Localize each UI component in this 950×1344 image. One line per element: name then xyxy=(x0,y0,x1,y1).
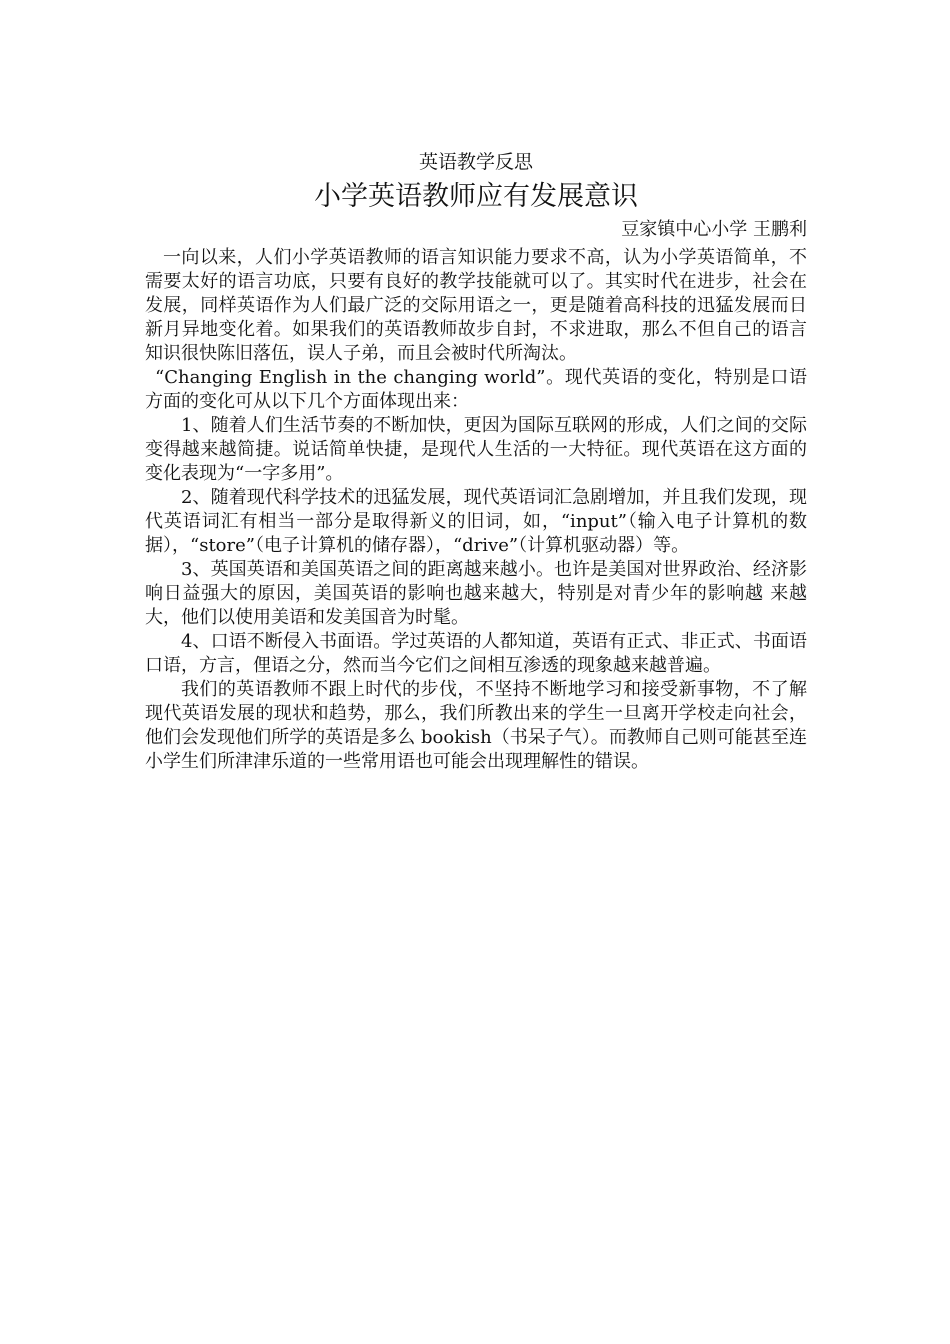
paragraph-point-2: 2、随着现代科学技术的迅猛发展，现代英语词汇急剧增加，并且我们发现，现代英语词汇有相当一部分是取得新义的旧词，如，“input”（输入电子计算机的数据），“store”（电子计算机的储存器），“drive”（计算机驱动器）等。 xyxy=(145,487,807,556)
paragraph-changing-english: “Changing English in the changing world”。现代英语的变化，特别是口语方面的变化可从以下几个方面体现出来： xyxy=(145,367,807,412)
author-line: 豆家镇中心小学 王鹏利 xyxy=(621,219,807,240)
document-title: 小学英语教师应有发展意识 xyxy=(314,181,638,212)
paragraph-conclusion: 我们的英语教师不跟上时代的步伐，不坚持不断地学习和接受新事物，不了解现代英语发展的现状和趋势，那么，我们所教出来的学生一旦离开学校走向社会，他们会发现他们所学的英语是多么 bookish（书呆子气）。而教师自己则可能甚至连小学生们所津津乐道的一些常用语也可能会出现理解性的错误。 xyxy=(145,679,807,772)
paragraph-point-3: 3、英国英语和美国英语之间的距离越来越小。也许是美国对世界政治、经济影响日益强大的原因，美国英语的影响也越来越大，特别是对青少年的影响越 来越大，他们以使用美语和发美国音为时髦。 xyxy=(145,559,807,628)
paragraph-intro: 一向以来，人们小学英语教师的语言知识能力要求不高，认为小学英语简单，不需要太好的语言功底，只要有良好的教学技能就可以了。其实时代在进步，社会在发展，同样英语作为人们最广泛的交际用语之一，更是随着高科技的迅猛发展而日新月异地变化着。如果我们的英语教师故步自封，不求进取，那么不但自己的语言知识很快陈旧落伍，误人子弟，而且会被时代所淘汰。 xyxy=(145,247,807,364)
document-label: 英语教学反思 xyxy=(418,151,533,173)
paragraph-point-1: 1、随着人们生活节奏的不断加快，更因为国际互联网的形成，人们之间的交际变得越来越简捷。说话简单快捷，是现代人生活的一大特征。现代英语在这方面的变化表现为“一字多用”。 xyxy=(145,415,807,484)
paragraph-point-4: 4、口语不断侵入书面语。学过英语的人都知道，英语有正式、非正式、书面语口语，方言，俚语之分，然而当今它们之间相互渗透的现象越来越普遍。 xyxy=(145,631,807,676)
document-page xyxy=(145,150,807,774)
